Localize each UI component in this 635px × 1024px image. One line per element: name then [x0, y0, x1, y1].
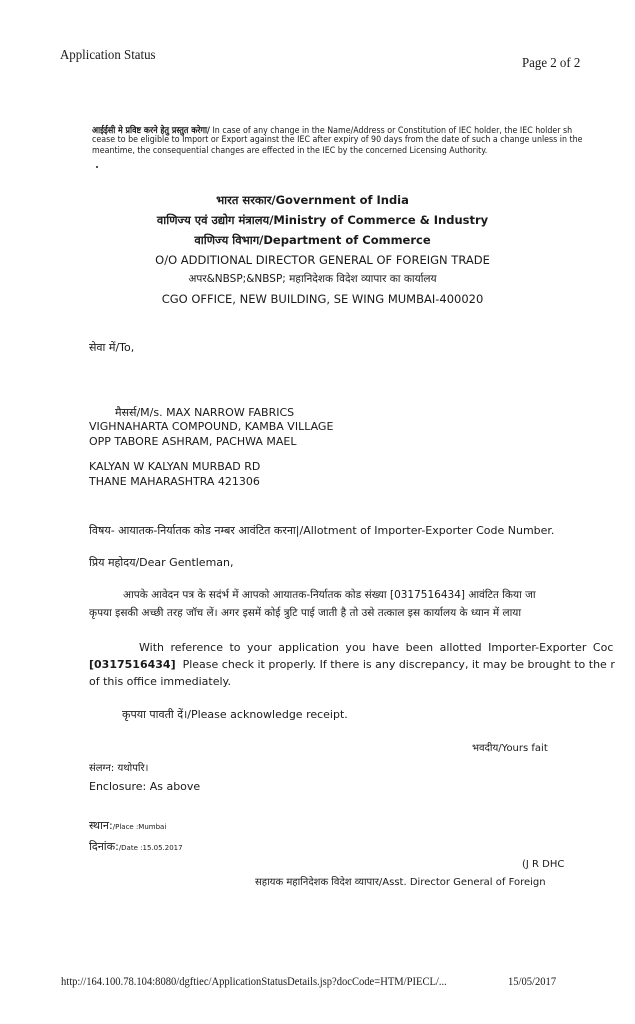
subject-line: विषय- आयातक-निर्यातक कोड नम्बर आवंटित करना|/Allotment of Importer-Exporter Code Number. — [89, 524, 555, 537]
letterhead-government: भारत सरकार/Government of India — [216, 193, 409, 207]
recipient-name: मैसर्स/M/s. MAX NARROW FABRICS — [115, 406, 295, 419]
iec-change-note-line-3: meantime, the consequential changes are effected in the IEC by the concerned Licensing Authority. — [92, 146, 488, 156]
paragraph-english-line-3: of this office immediately. — [89, 675, 231, 688]
paragraph-english-line-2 — [89, 658, 615, 671]
letterhead-department: वाणिज्य विभाग/Department of Commerce — [194, 233, 431, 247]
recipient-address-line: THANE MAHARASHTRA 421306 — [89, 475, 260, 488]
recipient-to: सेवा में/To, — [89, 341, 135, 354]
print-header-title: Application Status — [60, 48, 156, 63]
enclosure-english: Enclosure: As above — [89, 780, 201, 793]
letterhead-office: O/O ADDITIONAL DIRECTOR GENERAL OF FOREIGN TRADE — [155, 253, 490, 267]
recipient-address-line: OPP TABORE ASHRAM, PACHWA MAEL — [89, 435, 297, 448]
iec-code: [0317516434] — [89, 658, 176, 671]
print-footer-date: 15/05/2017 — [508, 974, 557, 988]
salutation: प्रिय महोदय/Dear Gentleman, — [89, 556, 234, 569]
date-label-hindi: दिनांक: — [89, 840, 119, 853]
iec-change-note-hindi: आईईसी मे प्रविष्ट करने हेतु प्रस्तुत करेगा/ — [92, 126, 210, 136]
date-value: /Date :15.05.2017 — [118, 844, 183, 852]
recipient-address-line: KALYAN W KALYAN MURBAD RD — [89, 460, 261, 473]
signatory-designation: सहायक महानिदेशक विदेश व्यापार/Asst. Director General of Foreign — [255, 877, 546, 888]
letterhead-address: CGO OFFICE, NEW BUILDING, SE WING MUMBAI-400020 — [161, 292, 484, 306]
stray-mark — [96, 166, 98, 168]
date-line — [89, 839, 183, 854]
letterhead-ministry: वाणिज्य एवं उद्योग मंत्रालय/Ministry of Commerce & Industry — [156, 213, 489, 227]
recipient-address-line: VIGHNAHARTA COMPOUND, KAMBA VILLAGE — [89, 420, 334, 433]
place-line — [89, 818, 166, 833]
acknowledge-request: कृपया पावती दें।/Please acknowledge receipt. — [122, 708, 348, 721]
letterhead-office-hindi: अपर&NBSP;&NBSP; महानिदेशक विदेश व्यापार का कार्यालय — [188, 273, 437, 285]
place-label-hindi: स्थान: — [89, 819, 113, 832]
closing-yours-faithfully: भवदीय/Yours fait — [472, 743, 548, 754]
print-page-number: Page 2 of 2 — [522, 56, 581, 71]
signatory-name: (J R DHC — [522, 859, 565, 870]
paragraph-english-text: Please check it properly. If there is any discrepancy, it may be brought to the r — [182, 658, 615, 671]
iec-change-note-line-2: cease to be eligible to Import or Export against the IEC after expiry of 90 days from the date of such a change unless in the — [92, 135, 583, 145]
iec-change-note-text: In case of any change in the Name/Address or Constitution of IEC holder, the IEC holder sh — [212, 126, 573, 136]
print-footer-url: http://164.100.78.104:8080/dgftiec/ApplicationStatusDetails.jsp?docCode=HTM/PIECL/... — [61, 974, 447, 988]
paragraph-english-line-1: With reference to your application you have been allotted Importer-Exporter Coc — [139, 641, 614, 654]
paragraph-hindi-line-2: कृपया इसकी अच्छी तरह जॉच लें। अगर इसमें कोई त्रुटि पाई जाती है तो उसे तत्काल इस कार्यालय के ध्यान में लाया — [89, 607, 522, 619]
enclosure-hindi: संलग्न: यथोपरि। — [89, 763, 149, 774]
paragraph-hindi-line-1: आपके आवेदन पत्र के सदंर्भ में आपको आयातक-निर्यातक कोड संख्या [0317516434] आवंटित किया जा — [123, 589, 536, 601]
place-value: /Place :Mumbai — [112, 823, 167, 831]
